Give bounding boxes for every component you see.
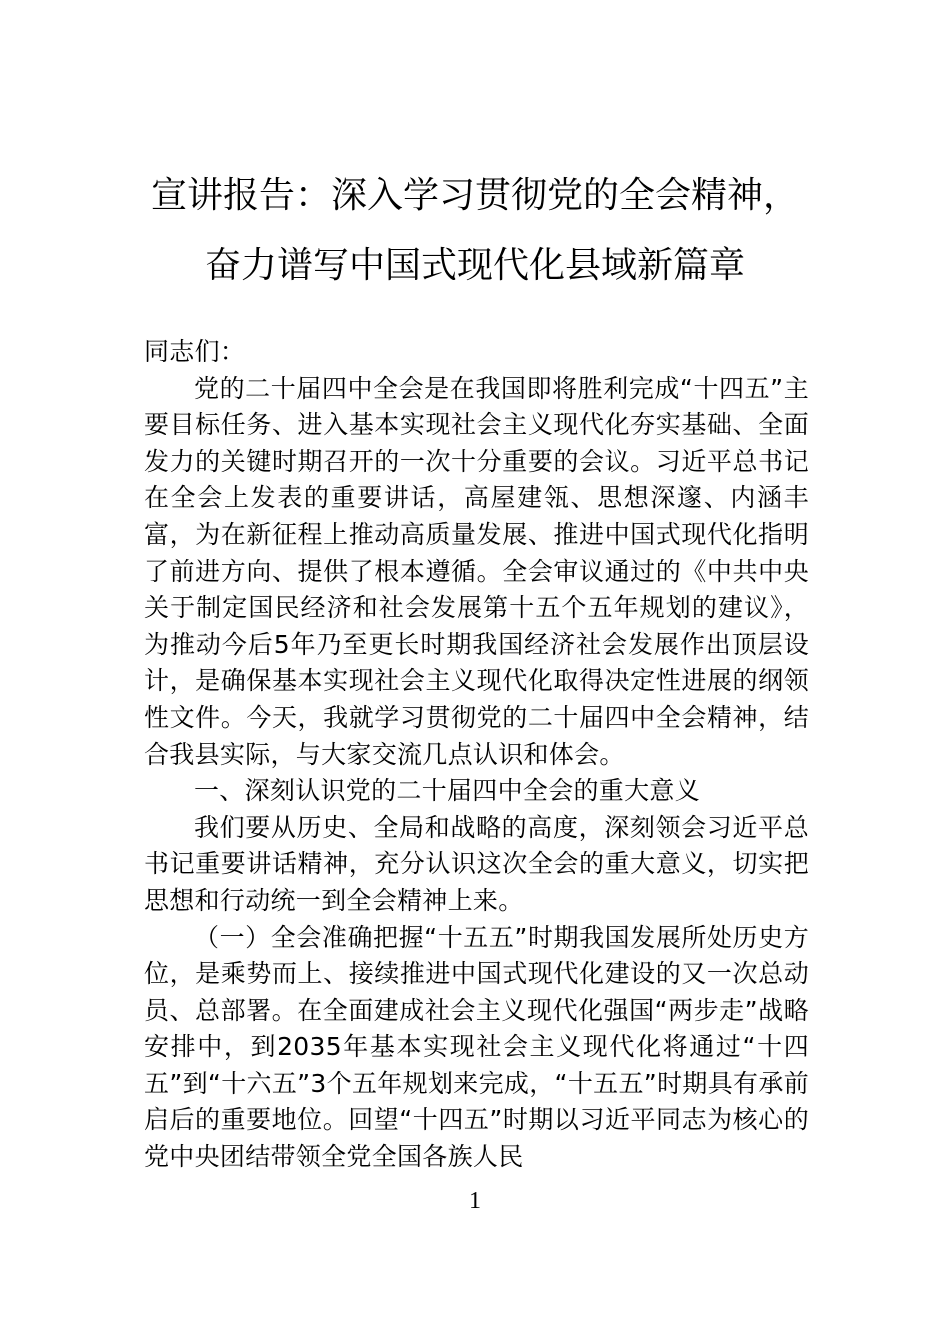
section-heading-1: 一、深刻认识党的二十届四中全会的重大意义 (194, 776, 701, 806)
document-title-line-2: 奋力谱写中国式现代化县域新篇章 (204, 245, 745, 286)
document-body (144, 334, 809, 1176)
page-number: 1 (469, 1188, 481, 1214)
section-1-paragraph: 我们要从历史、全局和战略的高度，深刻领会习近平总书记重要讲话精神，充分认识这次全会的重大意义，切实把思想和行动统一到全会精神上来。 (144, 812, 809, 915)
subsection-1-paragraph: （一）全会准确把握“十五五”时期我国发展所处历史方位，是乘势而上、接续推进中国式现代化建设的又一次总动员、总部署。在全面建成社会主义现代化强国“两步走”战略安排中，到2035年基本实现社会主义现代化将通过“十四五”到“十六五”3个五年规划来完成，“十五五”时期具有承前启后的重要地位。回望“十四五”时期以习近平同志为核心的党中央团结带领全党全国各族人民 (144, 922, 809, 1172)
intro-paragraph: 党的二十届四中全会是在我国即将胜利完成“十四五”主要目标任务、进入基本实现社会主义现代化夯实基础、全面发力的关键时期召开的一次十分重要的会议。习近平总书记在全会上发表的重要讲话，高屋建瓴、思想深邃、内涵丰富，为在新征程上推动高质量发展、推进中国式现代化指明了前进方向、提供了根本遵循。全会审议通过的《中共中央关于制定国民经济和社会发展第十五个五年规划的建议》，为推动今后5年乃至更长时期我国经济社会发展作出顶层设计，是确保基本实现社会主义现代化取得决定性进展的纲领性文件。今天，我就学习贯彻党的二十届四中全会精神，结合我县实际，与大家交流几点认识和体会。 (144, 373, 809, 769)
salutation: 同志们： (144, 337, 246, 366)
document-title-line-1: 宣讲报告：深入学习贯彻党的全会精神， (150, 175, 799, 216)
